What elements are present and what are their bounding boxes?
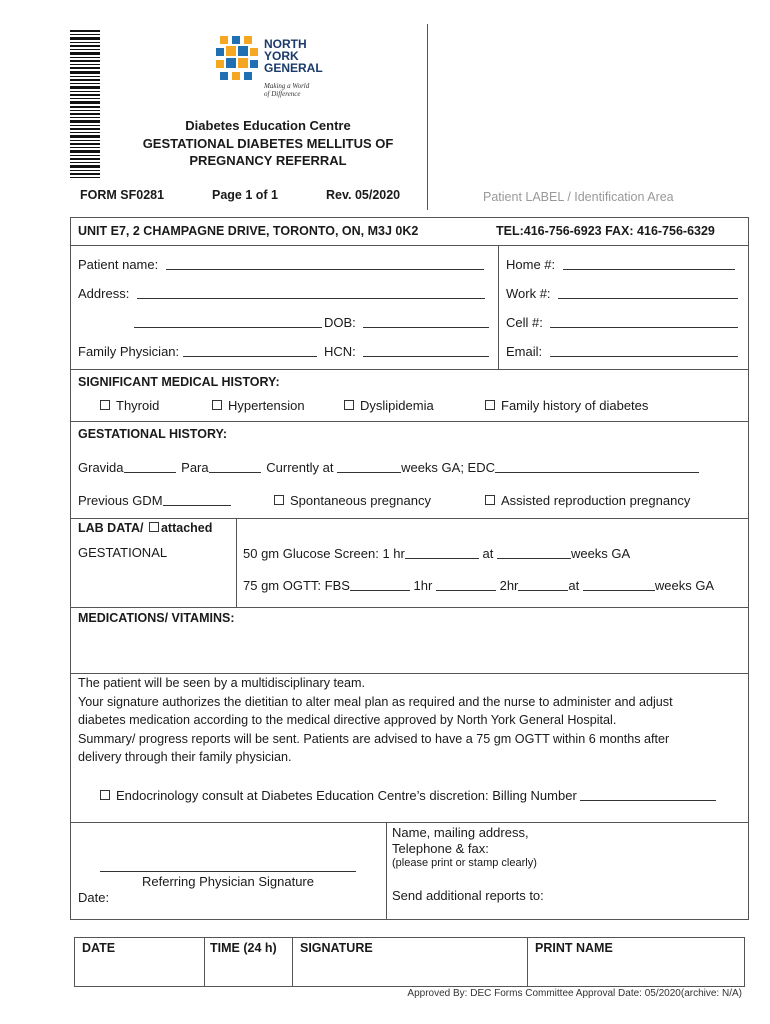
page-number: Page 1 of 1 <box>212 188 278 202</box>
dyslipidemia-checkbox[interactable] <box>344 398 434 413</box>
notice-line4: Summary/ progress reports will be sent. Patients are advised to have a 75 gm OGTT within 6 months after <box>78 731 670 746</box>
notice-line5: delivery through their family physician. <box>78 750 292 764</box>
medications-heading: MEDICATIONS/ VITAMINS: <box>78 611 235 625</box>
glucose-weeks-field[interactable] <box>497 546 571 559</box>
previous-gdm-field[interactable] <box>78 493 231 508</box>
para-label: Para <box>181 460 209 475</box>
edc-field[interactable] <box>495 460 699 473</box>
gravida-field[interactable] <box>124 460 176 473</box>
medications-field[interactable] <box>72 630 747 670</box>
clinic-tel-fax: TEL:416-756-6923 FAX: 416-756-6329 <box>496 224 715 238</box>
currently-at-label: Currently at <box>266 460 334 475</box>
family-history-label: Family history of diabetes <box>501 398 649 413</box>
logo-tagline-2: of Difference <box>264 90 301 98</box>
date-label: Date: <box>78 890 110 905</box>
thyroid-label: Thyroid <box>116 398 160 413</box>
attached-checkbox[interactable] <box>149 522 159 532</box>
table-header-print-name: PRINT NAME <box>535 941 613 955</box>
dob-label: DOB: <box>324 315 356 330</box>
lab-data-heading: LAB DATA/ attached <box>78 521 213 535</box>
spontaneous-checkbox[interactable] <box>274 493 431 508</box>
assisted-checkbox[interactable] <box>485 493 690 508</box>
notice-line2: Your signature authorizes the dietitian to alter meal plan as required and the nurse to administer and adjust <box>78 694 673 709</box>
fbs-field[interactable] <box>350 578 410 591</box>
email-label: Email: <box>506 344 543 359</box>
glucose-screen-label: 50 gm Glucose Screen: 1 hr <box>243 546 405 561</box>
send-reports-label: Send additional reports to: <box>392 888 544 903</box>
notice-text <box>78 674 746 767</box>
hypertension-label: Hypertension <box>228 398 305 413</box>
gravida-label: Gravida <box>78 460 124 475</box>
attached-label: attached <box>160 521 213 535</box>
telephone-fax-label: Telephone & fax: <box>392 841 489 856</box>
ogtt-weeks-ga-label: weeks GA <box>654 578 715 593</box>
ogtt-at-label: at <box>568 578 580 593</box>
address-label: Address: <box>78 286 130 301</box>
logo-text-general: GENERAL <box>264 61 323 75</box>
gestational-history-heading: GESTATIONAL HISTORY: <box>78 427 228 441</box>
clinic-address: UNIT E7, 2 CHAMPAGNE DRIVE, TORONTO, ON, M3J 0K2 <box>78 224 419 238</box>
work-phone-field[interactable] <box>506 286 738 301</box>
dob-field[interactable] <box>324 315 489 330</box>
signature-log-table <box>74 937 745 987</box>
endocrinology-checkbox[interactable] <box>100 788 716 803</box>
cell-phone-field[interactable] <box>506 315 738 330</box>
centre-name: Diabetes Education Centre <box>185 118 351 133</box>
ogtt-1hr-field[interactable] <box>436 578 496 591</box>
hypertension-checkbox[interactable] <box>212 398 305 413</box>
table-header-date: DATE <box>82 941 116 955</box>
endocrinology-label: Endocrinology consult at Diabetes Education Centre’s discretion: Billing Number <box>116 788 577 803</box>
hcn-field[interactable] <box>324 344 489 359</box>
hcn-label: HCN: <box>324 344 356 359</box>
weeks-ga-field[interactable] <box>337 460 401 473</box>
signature-line[interactable] <box>100 871 356 872</box>
notice-line3: diabetes medication according to the medical directive approved by North York General Hospital. <box>78 713 617 727</box>
logo-text-york: YORK <box>264 49 299 63</box>
para-field[interactable] <box>209 460 261 473</box>
cell-phone-label: Cell #: <box>506 315 543 330</box>
family-physician-field[interactable] <box>78 344 317 359</box>
gravida-para-row <box>78 460 699 475</box>
patient-name-field[interactable] <box>78 257 484 272</box>
signature-label: Referring Physician Signature <box>142 874 314 889</box>
notice-line1: The patient will be seen by a multidisciplinary team. <box>78 676 365 690</box>
logo-text-north: NORTH <box>264 37 307 51</box>
ogtt-2hr-label: 2hr <box>499 578 519 593</box>
logo-mark-icon <box>216 36 260 80</box>
address-field[interactable] <box>78 286 485 301</box>
glucose-1hr-field[interactable] <box>405 546 479 559</box>
dyslipidemia-label: Dyslipidemia <box>360 398 434 413</box>
home-phone-label: Home #: <box>506 257 556 272</box>
ogtt-row <box>243 578 714 593</box>
patient-name-label: Patient name: <box>78 257 159 272</box>
form-number: FORM SF0281 <box>80 188 165 202</box>
ogtt-fbs-label: 75 gm OGTT: FBS <box>243 578 350 593</box>
ogtt-1hr-label: 1hr <box>413 578 433 593</box>
address-line2-field[interactable] <box>134 315 322 330</box>
work-phone-label: Work #: <box>506 286 551 301</box>
approval-note: Approved By: DEC Forms Committee Approval Date: 05/2020(archive: N/A) <box>407 988 742 999</box>
revision: Rev. 05/2020 <box>326 188 401 202</box>
thyroid-checkbox[interactable] <box>100 398 159 413</box>
print-stamp-note: (please print or stamp clearly) <box>392 857 537 869</box>
logo-tagline-1: Making a World <box>264 82 310 90</box>
previous-gdm-label: Previous GDM <box>78 493 163 508</box>
form-title-line2: PREGNANCY REFERRAL <box>189 153 347 168</box>
gestational-label: GESTATIONAL <box>78 545 168 560</box>
table-header-signature: SIGNATURE <box>300 941 373 955</box>
weeks-ga-edc-label: weeks GA; EDC <box>401 460 495 475</box>
home-phone-field[interactable] <box>506 257 735 272</box>
medical-history-heading: SIGNIFICANT MEDICAL HISTORY: <box>78 375 280 389</box>
form-title-line1: GESTATIONAL DIABETES MELLITUS OF <box>142 135 394 151</box>
glucose-at-label: at <box>482 546 494 561</box>
spontaneous-label: Spontaneous pregnancy <box>290 493 431 508</box>
family-history-checkbox[interactable] <box>485 398 648 413</box>
glucose-weeks-ga-label: weeks GA <box>570 546 631 561</box>
assisted-label: Assisted reproduction pregnancy <box>501 493 691 508</box>
name-mailing-label: Name, mailing address, <box>392 825 529 840</box>
email-field[interactable] <box>506 344 738 359</box>
family-physician-label: Family Physician: <box>78 344 180 359</box>
glucose-screen-row <box>243 546 630 561</box>
hospital-logo <box>216 36 336 100</box>
ogtt-2hr-field[interactable] <box>518 578 568 591</box>
patient-label-area: Patient LABEL / Identification Area <box>483 190 674 204</box>
header-divider <box>427 24 428 210</box>
ogtt-weeks-field[interactable] <box>583 578 655 591</box>
barcode <box>70 30 100 178</box>
billing-number-field[interactable] <box>580 788 716 801</box>
table-header-time: TIME (24 h) <box>210 941 277 955</box>
